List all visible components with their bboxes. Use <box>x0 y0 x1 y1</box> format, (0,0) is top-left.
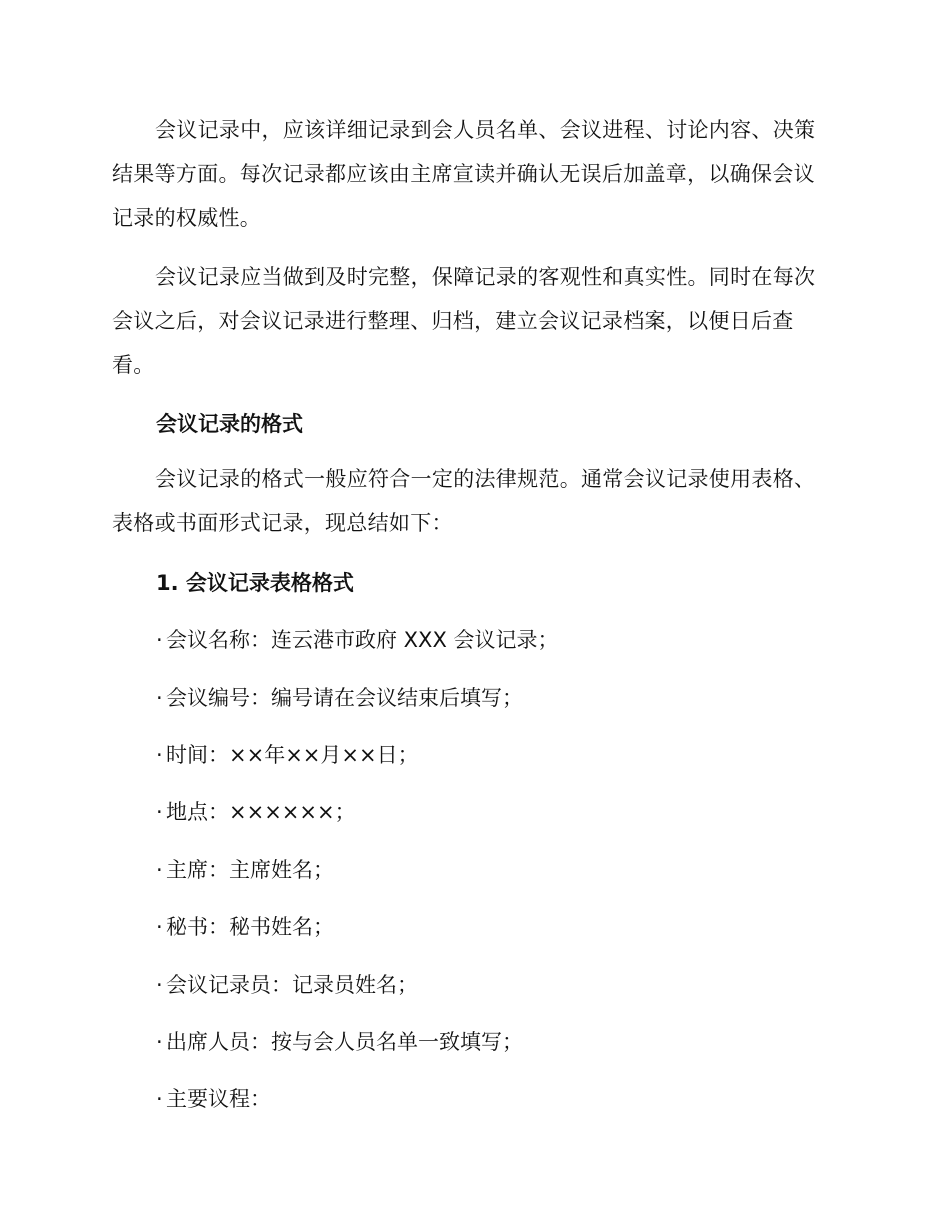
list-item <box>156 625 559 655</box>
bullet-icon: · <box>156 628 163 652</box>
list-item <box>156 1027 523 1057</box>
bullet-icon: · <box>156 686 163 710</box>
paragraph-format-intro: 会议记录的格式一般应符合一定的法律规范。通常会议记录使用表格、表格或书面形式记录，现总结如下： <box>112 467 816 535</box>
list-item <box>156 797 356 827</box>
bullet-icon: · <box>156 915 163 939</box>
list-item <box>156 740 419 770</box>
list-item-text: 主席：主席姓名； <box>166 858 334 882</box>
paragraph-record-requirements: 会议记录应当做到及时完整，保障记录的客观性和真实性。同时在每次会议之后，对会议记录进行整理、归档，建立会议记录档案，以便日后查看。 <box>112 265 816 377</box>
bullet-icon: · <box>156 800 163 824</box>
bullet-icon: · <box>156 1030 163 1054</box>
list-item-text: 地点：××××××； <box>166 800 356 824</box>
bullet-icon: · <box>156 743 163 767</box>
bullet-icon: · <box>156 858 163 882</box>
bullet-icon: · <box>156 973 163 997</box>
section-heading-format: 会议记录的格式 <box>156 412 303 436</box>
list-item-text: 主要议程： <box>166 1087 271 1111</box>
list-item-text: 时间：××年××月××日； <box>166 743 419 767</box>
list-item-text: 会议记录员：记录员姓名； <box>166 973 418 997</box>
list-item-text: 会议名称：连云港市政府 XXX 会议记录； <box>166 628 559 652</box>
list-item <box>156 683 523 713</box>
list-item-text: 出席人员：按与会人员名单一致填写； <box>166 1030 523 1054</box>
list-item <box>156 855 334 885</box>
bullet-icon: · <box>156 1087 163 1111</box>
list-item-text: 秘书：秘书姓名； <box>166 915 334 939</box>
list-item <box>156 1084 271 1114</box>
list-item <box>156 970 418 1000</box>
section-heading-table-format: 1. 会议记录表格格式 <box>156 571 354 595</box>
list-item <box>156 912 334 942</box>
list-item-text: 会议编号：编号请在会议结束后填写； <box>166 686 523 710</box>
paragraph-record-content: 会议记录中，应该详细记录到会人员名单、会议进程、讨论内容、决策结果等方面。每次记录都应该由主席宣读并确认无误后加盖章，以确保会议记录的权威性。 <box>112 118 816 230</box>
